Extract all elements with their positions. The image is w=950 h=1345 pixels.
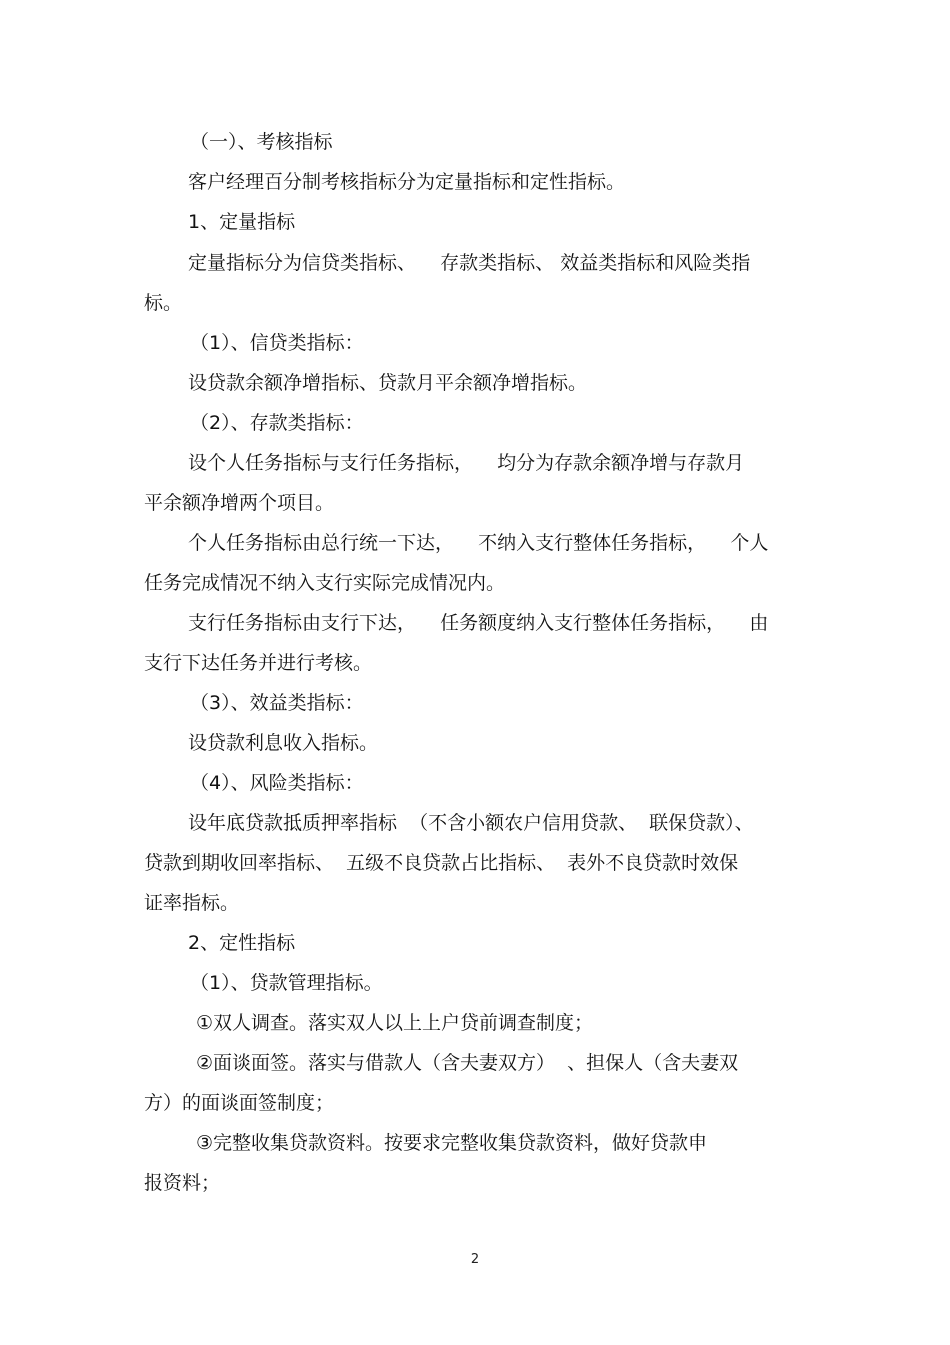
paragraph-line: 支行下达任务并进行考核。 (144, 652, 373, 674)
list-item: ③完整收集贷款资料。按要求完整收集贷款资料，做好贷款申 (196, 1132, 708, 1154)
paragraph-line: 设年底贷款抵质押率指标 （不含小额农户信用贷款、 联保贷款）、 (188, 812, 754, 834)
paragraph-line: 标。 (144, 292, 183, 314)
section-heading: （一）、考核指标 (190, 131, 333, 153)
paragraph-line: 设个人任务指标与支行任务指标， 均分为存款余额净增与存款月 (188, 452, 745, 474)
item-heading: （1）、贷款管理指标。 (190, 972, 383, 994)
paragraph-line: 设贷款利息收入指标。 (188, 732, 379, 754)
item-heading: （3）、效益类指标： (190, 692, 364, 714)
paragraph-line: 贷款到期收回率指标、 五级不良贷款占比指标、 表外不良贷款时效保 (144, 852, 739, 874)
list-item: ①双人调查。落实双人以上上户贷前调查制度； (196, 1012, 594, 1034)
paragraph-line: 任务完成情况不纳入支行实际完成情况内。 (144, 572, 506, 594)
item-heading: （1）、信贷类指标： (190, 332, 364, 354)
paragraph-line: 支行任务指标由支行下达， 任务额度纳入支行整体任务指标， 由 (188, 612, 769, 634)
item-heading: （4）、风险类指标： (190, 772, 364, 794)
paragraph-line: 定量指标分为信贷类指标、 存款类指标、 效益类指标和风险类指 (188, 252, 751, 274)
paragraph-line: 客户经理百分制考核指标分为定量指标和定性指标。 (188, 171, 626, 193)
paragraph-line: 平余额净增两个项目。 (144, 492, 335, 514)
item-heading: （2）、存款类指标： (190, 412, 364, 434)
list-item: 方）的面谈面签制度； (144, 1092, 335, 1114)
subsection-heading: 2、定性指标 (188, 932, 296, 954)
paragraph-line: 证率指标。 (144, 892, 240, 914)
paragraph-line: 个人任务指标由总行统一下达， 不纳入支行整体任务指标， 个人 (188, 532, 769, 554)
page-number: 2 (470, 1252, 480, 1267)
list-item: 报资料； (144, 1172, 221, 1194)
subsection-heading: 1、定量指标 (188, 211, 296, 233)
list-item: ②面谈面签。落实与借款人（含夫妻双方） 、担保人（含夫妻双 (196, 1052, 739, 1074)
paragraph-line: 设贷款余额净增指标、贷款月平余额净增指标。 (188, 372, 588, 394)
